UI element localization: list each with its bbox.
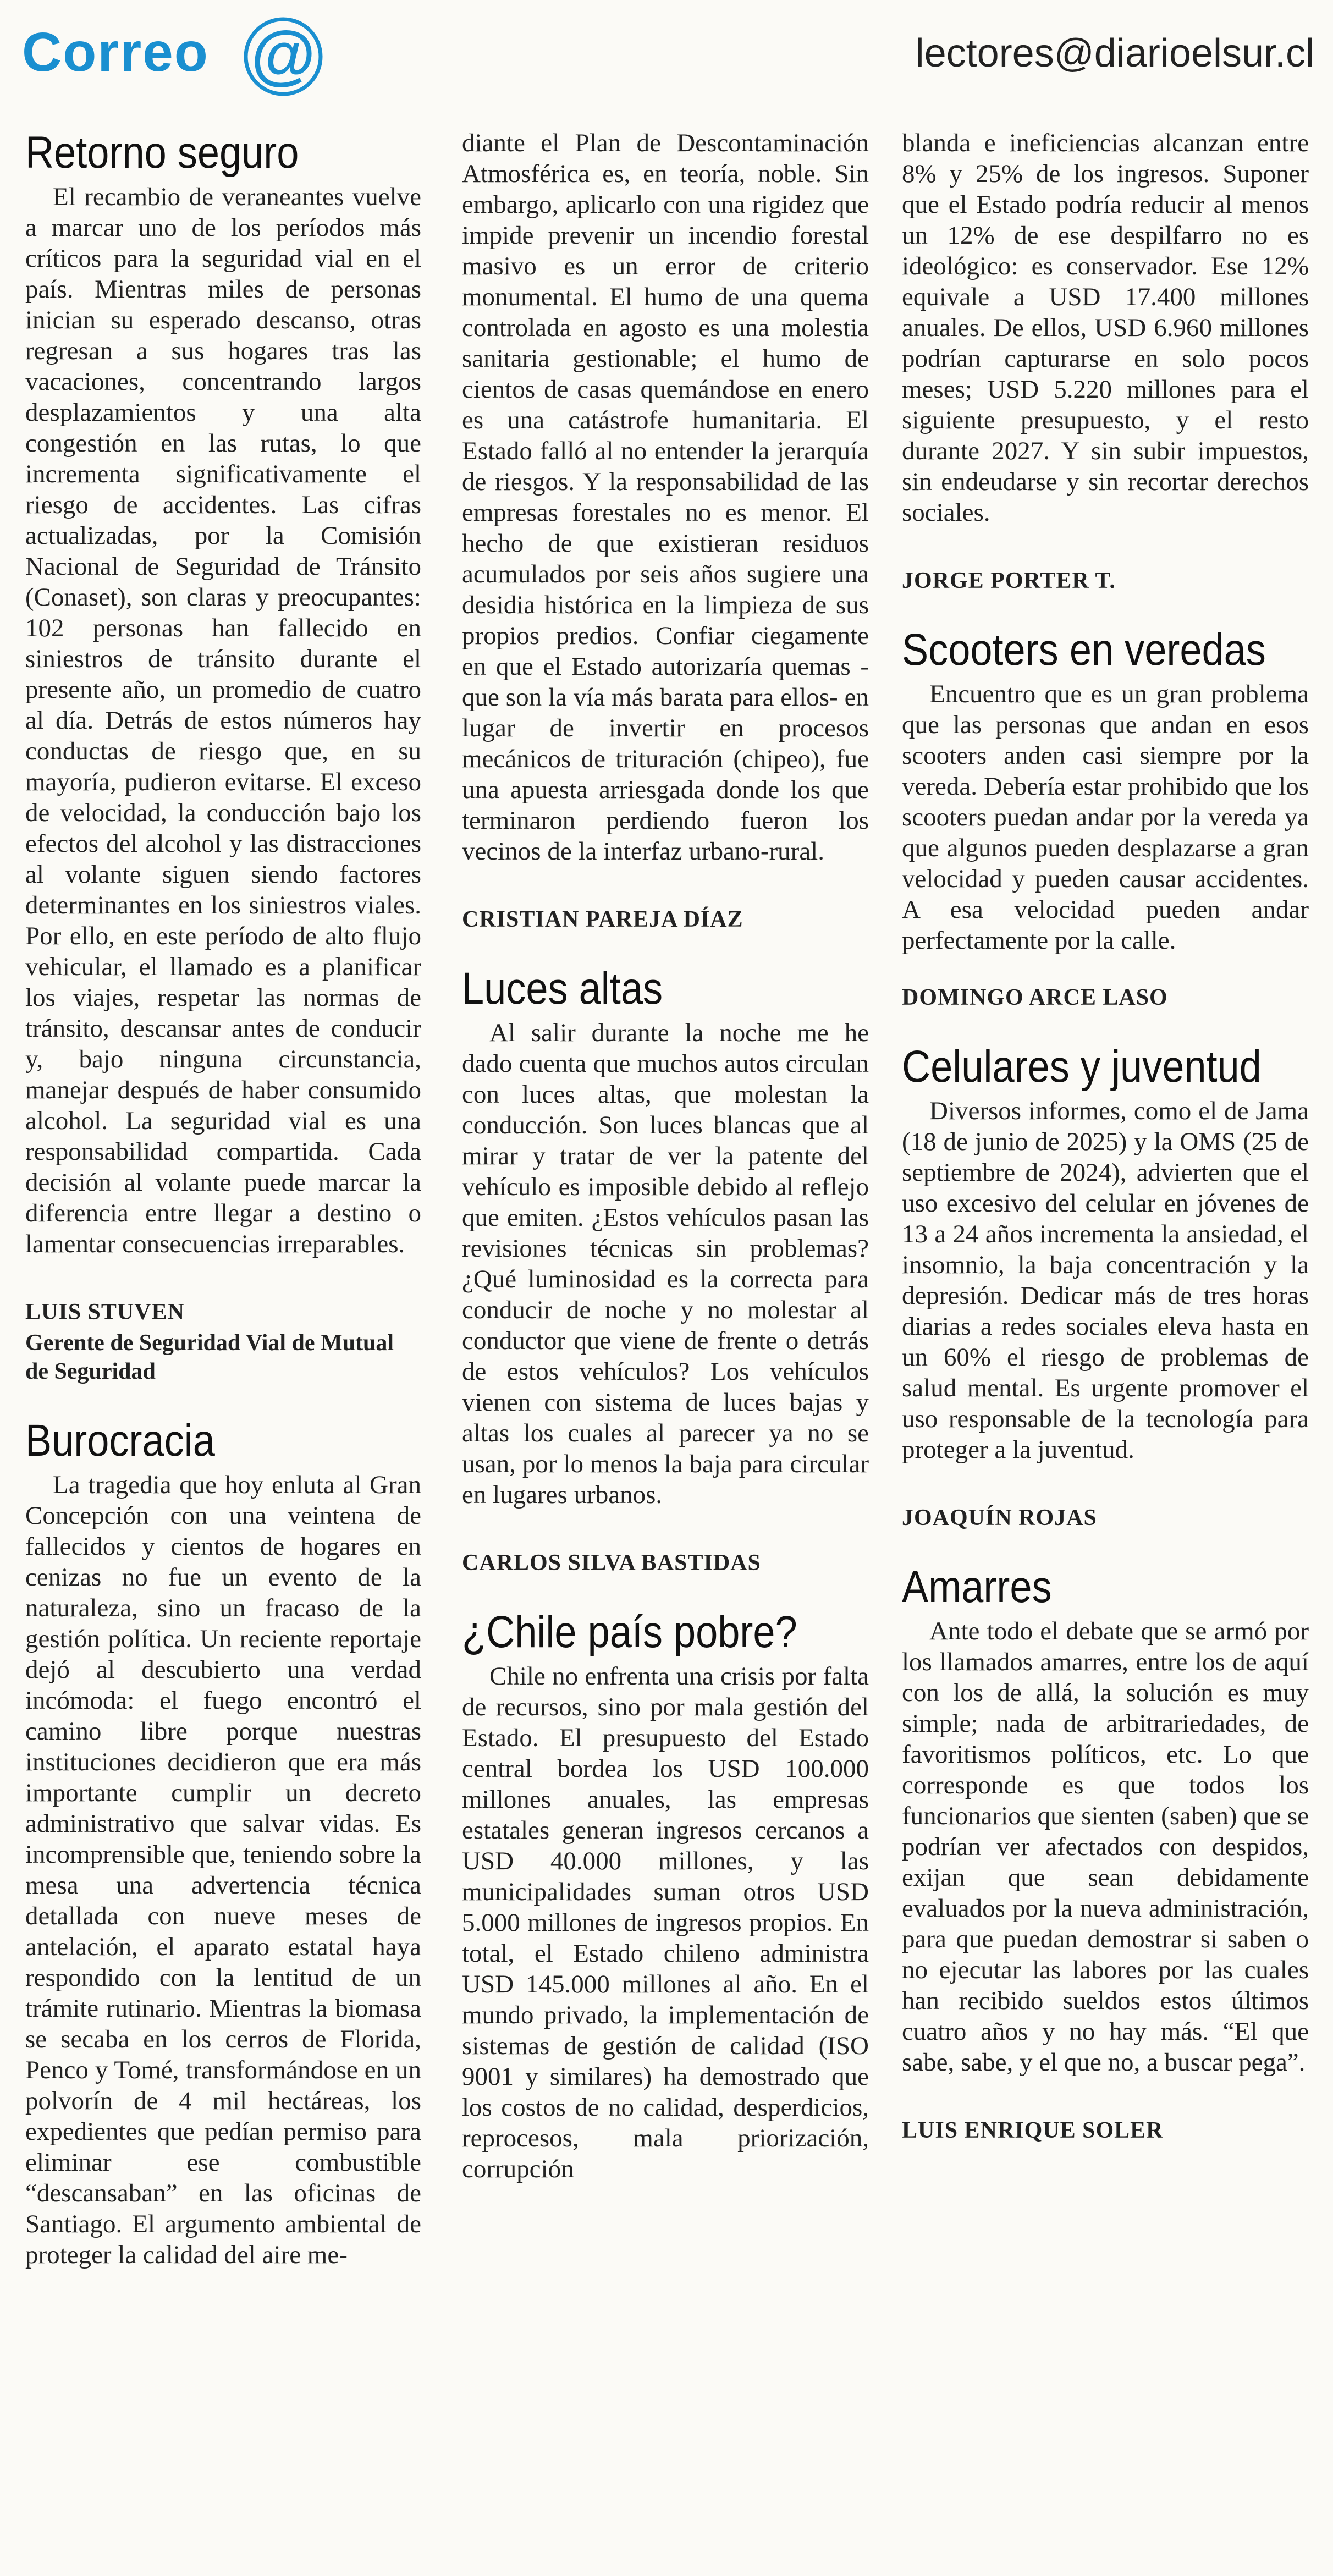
at-symbol: @	[251, 18, 316, 91]
letter-body: La tragedia que hoy enluta al Gran Concepción con una veintena de fallecidos y cientos de hogares en cenizas no fue un evento de la naturaleza, sino un fracaso de la gestión política. Un reciente reportaje dejó al descubierto una verdad incómoda: el fuego encontró el camino libre porque nuestras instituciones decidieron que era más importante cumplir un decreto administrativo que salvar vidas. Es incomprensible que, teniendo sobre la mesa una advertencia técnica detallada con nueve meses de antelación, el aparato estatal haya respondido con la lentitud de un trámite rutinario. Mientras la biomasa se secaba en los cerros de Florida, Penco y Tomé, transformándose en un polvorín de 4 mil hectáreas, los expedientes que pedían permiso para eliminar ese combustible “descansaban” en las oficinas de Santiago. El argumento ambiental de proteger la calidad del aire me-	[25, 1471, 421, 2269]
letter-body: Al salir durante la noche me he dado cuenta que muchos autos circulan con luces altas, que molestan la conducción. Son luces blancas que al mirar y tratar de ver la patente del vehículo es imposible debido al reflejo que emiten. ¿Estos vehículos pasan las revisiones técnicas sin problemas? ¿Qué luminosidad es la correcta para conducir de noche y no molestar al conductor que viene de frente o detrás de estos vehículos? Los vehículos vienen con sistema de luces bajas y altas los cuales al parecer ya no se usan, por lo menos la baja para circular en lugares urbanos.	[462, 1019, 869, 1509]
letter-body: Diversos informes, como el de Jama (18 de junio de 2025) y la OMS (25 de septiembre de 2024), advierten que el uso excesivo del celular en jóvenes de 13 a 24 años incrementa la ansiedad, el insomnio, la baja concentración y la depresión. Dedicar más de tres horas diarias a redes sociales eleva hasta en un 60% el riesgo de problemas de salud mental. Es urgente promover el uso responsable de la tecnología para proteger a la juventud.	[902, 1097, 1309, 1464]
letter-body-continued: diante el Plan de Descontaminación Atmosférica es, en teoría, noble. Sin embargo, aplicarlo con una rigidez que impide prevenir un incendio forestal masivo es un error de criterio monumental. El humo de una quema controlada en agosto es una molestia sanitaria gestionable; el humo de cientos de casas quemándose en enero es una catástrofe humanitaria. El Estado falló al no entender la jerarquía de riesgos. Y la responsabilidad de las empresas forestales no es menor. El hecho de que existieran residuos acumulados por seis años sugiere una desidia histórica en la limpieza de sus propios predios. Confiar ciegamente en que el Estado autorizaría quemas -que son la vía más barata para ellos- en lugar de invertir en procesos mecánicos de trituración (chipeo), fue una apuesta arriesgada donde los que terminaron perdiendo fueron los vecinos de la interfaz urbano-rural.	[462, 129, 869, 866]
column-3	[902, 128, 1309, 2175]
letter-author: LUIS STUVEN	[25, 1300, 185, 1325]
letter-title: Celulares y juventud	[902, 1042, 1262, 1092]
at-symbol-logo	[242, 15, 324, 98]
contact-email: lectores@diarioelsur.cl	[915, 31, 1314, 75]
letter-title: Amarres	[902, 1562, 1052, 1612]
letter-body: El recambio de veraneantes vuelve a marcar uno de los períodos más críticos para la seguridad vial en el país. Mientras miles de personas inician su esperado descanso, otras regresan a sus hogares tras las vacaciones, concentrando largos desplazamientos y una alta congestión en las rutas, lo que incrementa significativamente el riesgo de accidentes. Las cifras actualizadas, por la Comisión Nacional de Seguridad de Tránsito (Conaset), son claras y preocupantes: 102 personas han fallecido en siniestros de tránsito durante el presente año, un promedio de cuatro al día. Detrás de estos números hay conductas de riesgo que, en su mayoría, pudieron evitarse. El exceso de velocidad, la conducción bajo los efectos del alcohol y las distracciones al volante siguen siendo factores determinantes en los siniestros viales. Por ello, en este período de alto flujo vehicular, el llamado es a planificar los viajes, respetar las normas de tránsito, descansar antes de conducir y, bajo ninguna circunstancia, manejar después de haber consumido alcohol. La seguridad vial es una responsabilidad compartida. Cada decisión al volante puede marcar la diferencia entre llegar a destino o lamentar consecuencias irreparables.	[25, 183, 421, 1258]
letter-body: Encuentro que es un gran problema que las personas que andan en esos scooters anden casi siempre por la vereda. Debería estar prohibido que los scooters puedan andar por la vereda ya que algunos pueden desplazarse a gran velocidad y pueden causar accidentes. A esa velocidad pueden andar perfectamente por la calle.	[902, 680, 1309, 955]
letter-body: Ante todo el debate que se armó por los llamados amarres, entre los de aquí con los de allá, la solución es muy simple; nada de arbitrariedades, de favoritismos políticos, etc. Lo que corresponde es que todos los funcionarios que sienten (saben) que se podrían ver afectados con despidos, exijan que sean debidamente evaluados por la nueva administración, para que puedan demostrar si saben o no ejecutar las labores por las cuales han recibido sueldos estos últimos cuatro años y no hay más. “El que sabe, sabe, y el que no, a buscar pega”.	[902, 1617, 1309, 2077]
letter-author: DOMINGO ARCE LASO	[902, 985, 1168, 1010]
letter-author: LUIS ENRIQUE SOLER	[902, 2118, 1164, 2143]
author-role: Gerente de Seguridad Vial de Mutual de Seguridad	[25, 1330, 394, 1384]
letter-title: ¿Chile país pobre?	[462, 1607, 797, 1657]
column-2	[462, 128, 869, 2184]
section-title: Correo	[22, 21, 209, 83]
masthead	[22, 12, 1314, 95]
letter-author: CRISTIAN PAREJA DÍAZ	[462, 907, 743, 932]
letter-title: Scooters en veredas	[902, 625, 1266, 675]
letter-author: CARLOS SILVA BASTIDAS	[462, 1550, 761, 1576]
letter-title: Retorno seguro	[25, 128, 299, 178]
column-1	[25, 128, 421, 2270]
letter-body: Chile no enfrenta una crisis por falta de recursos, sino por mala gestión del Estado. El presupuesto del Estado central bordea los USD 100.000 millones anuales, las empresas estatales generan ingresos cercanos a USD 40.000 millones, y las municipalidades suman otros USD 5.000 millones de ingresos propios. En total, el Estado chileno administra USD 145.000 millones al año. En el mundo privado, la implementación de sistemas de gestión de calidad (ISO 9001 y similares) ha demostrado que los costos de no calidad, desperdicios, reprocesos, mala priorización, corrupción	[462, 1662, 869, 2183]
letter-author: JOAQUÍN ROJAS	[902, 1505, 1097, 1531]
letter-title: Burocracia	[25, 1416, 215, 1466]
letter-body-continued: blanda e ineficiencias alcanzan entre 8% y 25% de los ingresos. Suponer que el Estado podría reducir al menos un 12% de ese despilfarro no es ideológico: es conservador. Ese 12% equivale a USD 17.400 millones anuales. De ellos, USD 6.960 millones podrían capturarse en solo pocos meses; USD 5.220 millones para el siguiente presupuesto, y el resto durante 2027. Y sin subir impuestos, sin endeudarse y sin recortar derechos sociales.	[902, 129, 1309, 527]
letter-title: Luces altas	[462, 964, 663, 1014]
letter-author: JORGE PORTER T.	[902, 568, 1116, 593]
